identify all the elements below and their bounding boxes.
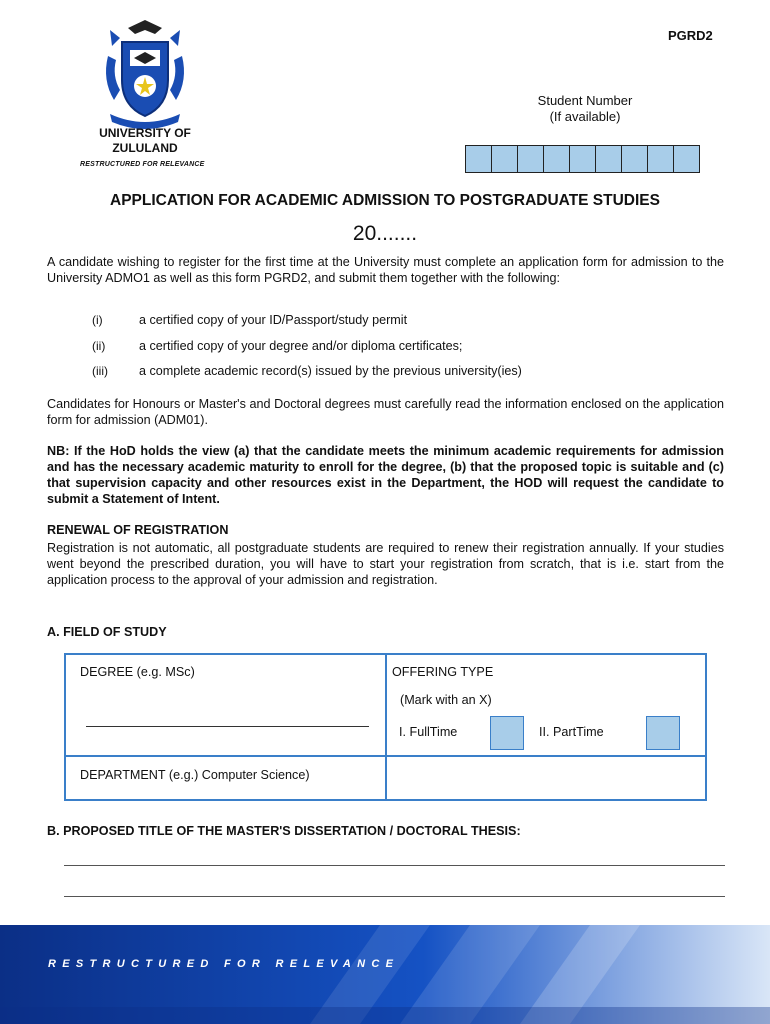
- university-motto: RESTRUCTURED FOR RELEVANCE: [80, 161, 205, 168]
- requirement-text: a certified copy of your ID/Passport/study permit: [139, 313, 408, 327]
- thesis-title-line-1[interactable]: [64, 865, 725, 866]
- intro-paragraph: A candidate wishing to register for the first time at the University must complete an application form for admission to the University ADMO1 as well as this form PGRD2, and submit them together with the following:: [47, 255, 724, 285]
- requirement-number: (ii): [92, 339, 106, 353]
- offering-type-label: OFFERING TYPE: [392, 665, 494, 679]
- student-number-digit-box[interactable]: [544, 146, 570, 172]
- requirement-number: (iii): [92, 364, 108, 378]
- part-time-checkbox[interactable]: [646, 716, 680, 750]
- mark-note: (Mark with an X): [400, 693, 492, 707]
- footer-slogan: RESTRUCTURED FOR RELEVANCE: [48, 958, 400, 970]
- student-number-digit-box[interactable]: [622, 146, 648, 172]
- degree-label: DEGREE (e.g. MSc): [80, 665, 195, 679]
- section-a-heading: A. FIELD OF STUDY: [47, 625, 167, 639]
- page-title: APPLICATION FOR ACADEMIC ADMISSION TO POSTGRADUATE STUDIES: [110, 192, 660, 209]
- university-name-line2: ZULULAND: [112, 141, 178, 155]
- full-time-label: I. FullTime: [399, 725, 458, 739]
- student-number-digit-box[interactable]: [596, 146, 622, 172]
- student-number-digit-box[interactable]: [674, 146, 699, 172]
- requirement-text: a certified copy of your degree and/or diploma certificates;: [139, 339, 463, 353]
- section-b-heading: B. PROPOSED TITLE OF THE MASTER'S DISSERTATION / DOCTORAL THESIS:: [47, 824, 521, 838]
- student-number-digit-box[interactable]: [648, 146, 674, 172]
- university-name-line1: UNIVERSITY OF: [99, 126, 191, 140]
- requirement-number: (i): [92, 313, 103, 327]
- renewal-heading: RENEWAL OF REGISTRATION: [47, 523, 229, 537]
- student-number-digit-box[interactable]: [518, 146, 544, 172]
- student-number-digit-box[interactable]: [492, 146, 518, 172]
- student-number-digit-box[interactable]: [466, 146, 492, 172]
- department-label: DEPARTMENT (e.g.) Computer Science): [80, 768, 310, 782]
- university-name: [70, 126, 220, 156]
- table-divider-vertical: [385, 653, 387, 801]
- footer-band: [0, 925, 770, 1024]
- department-input[interactable]: [388, 758, 705, 799]
- nb-note: NB: If the HoD holds the view (a) that the candidate meets the minimum academic requirements for admission and has the necessary academic maturity to enroll for the degree, (b) that the proposed topic is suitable and (c) that supervision capacity and other resources exist in the Department, the HOD will request the candidate to submit a Statement of Intent.: [47, 444, 724, 506]
- renewal-text: Registration is not automatic, all postgraduate students are required to renew their registration annually. If your studies went beyond the prescribed duration, you will have to start your registration from scratch, that is i.e. start from the application process to the approval of your admission and registration.: [47, 541, 724, 587]
- degree-input-line[interactable]: [86, 726, 369, 727]
- candidates-note: Candidates for Honours or Master's and Doctoral degrees must carefully read the information enclosed on the application form for admission (ADM01).: [47, 397, 724, 427]
- thesis-title-line-2[interactable]: [64, 896, 725, 897]
- student-number-label: [500, 93, 670, 125]
- student-number-note: (If available): [549, 109, 621, 124]
- student-number-digit-box[interactable]: [570, 146, 596, 172]
- form-code: PGRD2: [668, 28, 713, 43]
- student-number-title: Student Number: [537, 93, 633, 108]
- full-time-checkbox[interactable]: [490, 716, 524, 750]
- application-year[interactable]: 20.......: [352, 222, 418, 245]
- part-time-label: II. PartTime: [539, 725, 604, 739]
- requirement-text: a complete academic record(s) issued by the previous university(ies): [139, 364, 522, 378]
- university-crest-logo: [100, 20, 190, 132]
- student-number-boxes: [465, 145, 700, 173]
- table-divider-horizontal: [64, 755, 707, 757]
